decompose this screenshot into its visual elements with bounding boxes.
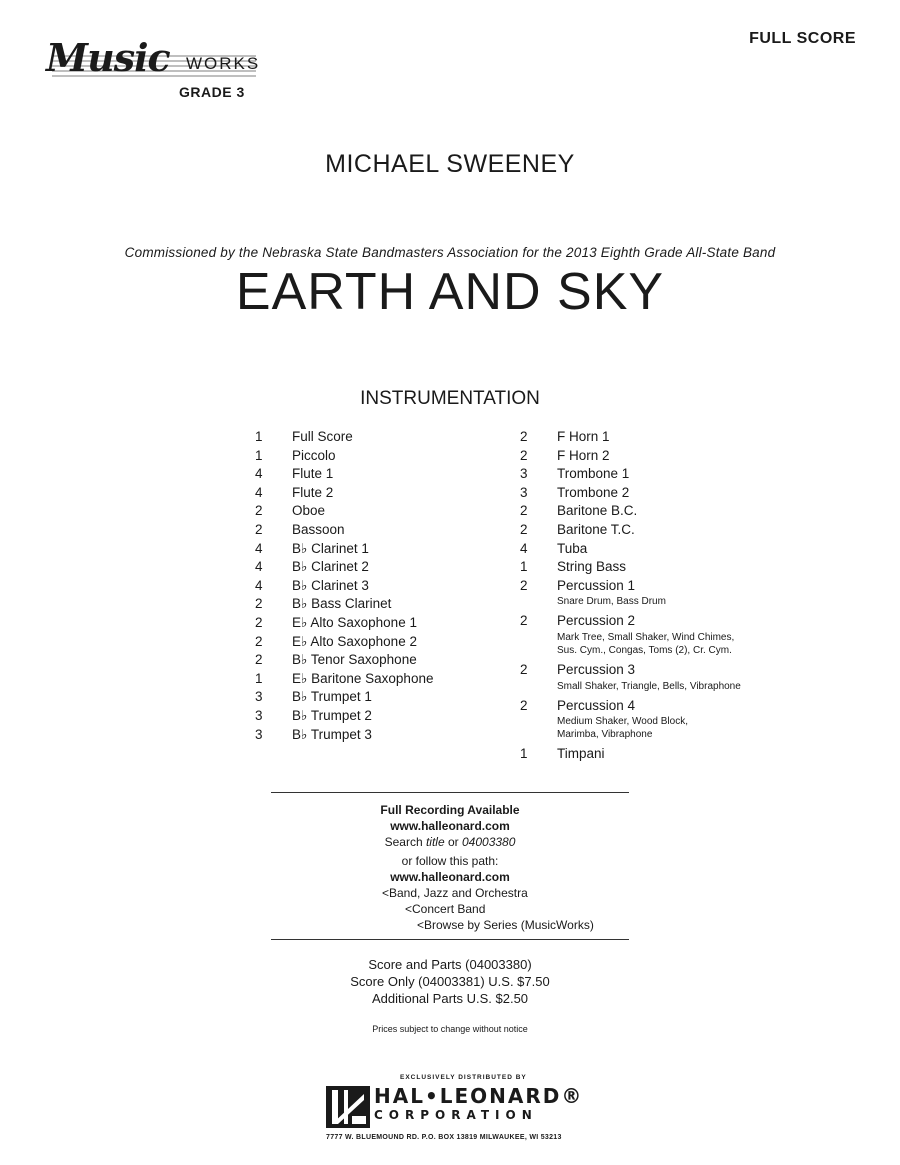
instrument-row bbox=[520, 428, 780, 447]
instrument-row bbox=[255, 484, 505, 503]
instrument-name: Baritone B.C. bbox=[557, 503, 638, 519]
instrument-row bbox=[520, 697, 780, 742]
instrument-name: Oboe bbox=[292, 503, 326, 519]
instrument-name: B♭ Trumpet 1 bbox=[292, 689, 372, 705]
instrument-name: Timpani bbox=[557, 746, 605, 762]
instrument-quantity: 2 bbox=[255, 521, 263, 537]
instrument-quantity: 3 bbox=[520, 466, 528, 482]
follow-path-label: or follow this path: bbox=[401, 854, 499, 868]
price-line-1: Score and Parts (04003380) bbox=[368, 957, 532, 972]
instrument-name: B♭ Trumpet 2 bbox=[292, 707, 372, 723]
instrument-quantity: 2 bbox=[520, 429, 528, 444]
commission-note: Commissioned by the Nebraska State Bandmasters Association for the 2013 Eighth Grade All-State Band bbox=[124, 245, 776, 260]
recording-url[interactable]: www.halleonard.com bbox=[390, 819, 510, 833]
path-url[interactable]: www.halleonard.com bbox=[390, 870, 510, 884]
instrument-name-cell bbox=[292, 707, 505, 726]
instrument-quantity: 4 bbox=[255, 540, 263, 556]
instrument-row bbox=[520, 465, 780, 484]
instrument-name: Percussion 3 bbox=[557, 661, 636, 677]
path-step-1: <Band, Jazz and Orchestra bbox=[382, 886, 528, 900]
instrument-note: Mark Tree, Small Shaker, Wind Chimes, Sus. Cym., Congas, Toms (2), Cr. Cym. bbox=[557, 631, 735, 656]
instrument-note: Medium Shaker, Wood Block, Marimba, Vibraphone bbox=[557, 716, 688, 741]
instrument-quantity: 2 bbox=[255, 503, 263, 519]
instrument-name-cell bbox=[557, 661, 780, 693]
instrument-row bbox=[255, 595, 505, 614]
logo-script-text: Music bbox=[46, 35, 170, 80]
instrument-name: Bassoon bbox=[292, 521, 345, 537]
instrument-quantity: 1 bbox=[255, 447, 263, 463]
instrument-quantity: 2 bbox=[520, 697, 528, 713]
instrument-name: String Bass bbox=[557, 559, 627, 575]
instrument-row bbox=[255, 707, 505, 726]
instrument-name-cell bbox=[557, 447, 780, 466]
instrument-quantity: 3 bbox=[255, 689, 263, 705]
instrument-name: Tuba bbox=[557, 540, 588, 556]
instrument-name: Flute 2 bbox=[292, 484, 334, 500]
path-step-2: <Concert Band bbox=[405, 902, 486, 916]
instrument-name-cell bbox=[557, 577, 780, 609]
instrument-quantity: 2 bbox=[520, 521, 528, 537]
instrument-quantity: 4 bbox=[255, 484, 263, 500]
instrument-name-cell bbox=[557, 612, 780, 657]
instrument-name-cell bbox=[557, 558, 780, 577]
piece-title: EARTH AND SKY bbox=[235, 263, 665, 321]
instrument-name: B♭ Tenor Saxophone bbox=[292, 652, 417, 668]
instrument-name-cell bbox=[557, 521, 780, 540]
instrument-row bbox=[255, 502, 505, 521]
instrument-name-cell bbox=[292, 540, 505, 559]
instrument-name: Full Score bbox=[292, 429, 353, 444]
instrument-quantity: 2 bbox=[520, 447, 528, 463]
instrument-quantity: 3 bbox=[255, 726, 263, 742]
path-step-3: <Browse by Series (MusicWorks) bbox=[417, 918, 594, 932]
divider-top bbox=[271, 792, 629, 793]
instrument-name-cell bbox=[557, 465, 780, 484]
distributed-label: EXCLUSIVELY DISTRIBUTED BY bbox=[400, 1074, 527, 1081]
instrument-name: Trombone 2 bbox=[557, 484, 630, 500]
instrument-quantity: 4 bbox=[255, 466, 263, 482]
instrument-name: Percussion 1 bbox=[557, 577, 636, 593]
instrument-name: E♭ Baritone Saxophone bbox=[292, 670, 434, 686]
instrument-row bbox=[255, 428, 505, 447]
instrument-name: Trombone 1 bbox=[557, 466, 630, 482]
instrument-row bbox=[520, 745, 780, 764]
instrument-name-cell bbox=[292, 428, 505, 447]
instrument-row bbox=[255, 558, 505, 577]
instrument-name-cell bbox=[557, 697, 780, 742]
search-instruction: Search title or 04003380 bbox=[384, 835, 516, 849]
instrument-name: Baritone T.C. bbox=[557, 521, 635, 537]
instrument-name-cell bbox=[292, 521, 505, 540]
instrument-name: Percussion 4 bbox=[557, 697, 636, 713]
instrument-name: B♭ Clarinet 1 bbox=[292, 540, 369, 556]
instrument-name: B♭ Bass Clarinet bbox=[292, 596, 392, 612]
instrument-quantity: 1 bbox=[255, 670, 263, 686]
instrument-name: Piccolo bbox=[292, 447, 336, 463]
instrument-name-cell bbox=[557, 428, 780, 447]
instrument-row bbox=[255, 688, 505, 707]
price-line-2: Score Only (04003381) U.S. $7.50 bbox=[350, 974, 550, 989]
instrument-quantity: 3 bbox=[255, 707, 263, 723]
instrument-note: Small Shaker, Triangle, Bells, Vibraphone bbox=[557, 680, 741, 692]
instrument-quantity: 2 bbox=[255, 652, 263, 668]
musicworks-logo bbox=[46, 28, 261, 108]
instrument-quantity: 4 bbox=[255, 559, 263, 575]
instrument-name-cell bbox=[292, 726, 505, 745]
instrument-row bbox=[255, 633, 505, 652]
instrument-row bbox=[520, 612, 780, 657]
instrument-quantity: 2 bbox=[255, 596, 263, 612]
instrument-row bbox=[520, 540, 780, 559]
instrument-row bbox=[520, 502, 780, 521]
instrument-name-cell bbox=[557, 484, 780, 503]
instrument-row bbox=[255, 726, 505, 745]
instrument-quantity: 2 bbox=[255, 633, 263, 649]
instrument-name-cell bbox=[292, 558, 505, 577]
instrument-name-cell bbox=[292, 502, 505, 521]
composer-name: MICHAEL SWEENEY bbox=[325, 150, 575, 178]
instrument-name: B♭ Clarinet 2 bbox=[292, 559, 369, 575]
instrument-row bbox=[255, 670, 505, 689]
grade-label: GRADE 3 bbox=[179, 84, 245, 100]
instrument-name-cell bbox=[292, 633, 505, 652]
instrument-quantity: 4 bbox=[520, 540, 528, 556]
instrument-row bbox=[520, 661, 780, 693]
publisher-logo bbox=[322, 1074, 584, 1154]
recording-heading: Full Recording Available bbox=[380, 803, 520, 817]
instrument-name: B♭ Clarinet 3 bbox=[292, 577, 369, 593]
instrument-row bbox=[255, 521, 505, 540]
instrument-row bbox=[520, 447, 780, 466]
divider-bottom bbox=[271, 939, 629, 940]
instrument-row bbox=[255, 540, 505, 559]
instrument-row bbox=[255, 447, 505, 466]
instrument-quantity: 1 bbox=[255, 429, 263, 444]
instrument-list-right bbox=[520, 428, 780, 764]
instrument-row bbox=[255, 465, 505, 484]
price-notice: Prices subject to change without notice bbox=[372, 1024, 528, 1034]
publisher-corporation: CORPORATION bbox=[374, 1108, 538, 1122]
instrument-list-left bbox=[255, 428, 505, 744]
instrument-name-cell bbox=[292, 447, 505, 466]
instrument-quantity: 2 bbox=[255, 614, 263, 630]
instrument-name-cell bbox=[292, 577, 505, 596]
instrument-name: E♭ Alto Saxophone 1 bbox=[292, 614, 417, 630]
instrument-name-cell bbox=[557, 540, 780, 559]
instrument-row bbox=[255, 577, 505, 596]
instrument-name: F Horn 1 bbox=[557, 429, 610, 444]
publisher-address: 7777 W. BLUEMOUND RD. P.O. BOX 13819 MILWAUKEE, WI 53213 bbox=[326, 1134, 562, 1141]
instrument-name-cell bbox=[292, 465, 505, 484]
instrument-name-cell bbox=[292, 484, 505, 503]
instrument-name-cell bbox=[557, 745, 780, 764]
instrument-quantity: 3 bbox=[520, 484, 528, 500]
instrument-name: Percussion 2 bbox=[557, 613, 636, 629]
instrument-name: B♭ Trumpet 3 bbox=[292, 726, 372, 742]
instrument-quantity: 1 bbox=[520, 746, 528, 762]
instrument-row bbox=[520, 558, 780, 577]
instrument-name-cell bbox=[292, 614, 505, 633]
instrument-row bbox=[520, 577, 780, 609]
instrument-quantity: 4 bbox=[255, 577, 263, 593]
instrument-quantity: 1 bbox=[520, 559, 528, 575]
publisher-name: HAL•LEONARD® bbox=[374, 1084, 584, 1108]
price-info bbox=[0, 956, 900, 1007]
instrument-row bbox=[520, 484, 780, 503]
instrument-name-cell bbox=[557, 502, 780, 521]
instrument-name: Flute 1 bbox=[292, 466, 334, 482]
instrument-quantity: 2 bbox=[520, 613, 528, 629]
logo-works-text: WORKS bbox=[186, 54, 261, 73]
instrument-quantity: 2 bbox=[520, 577, 528, 593]
instrument-name: F Horn 2 bbox=[557, 447, 610, 463]
instrument-name-cell bbox=[292, 670, 505, 689]
instrument-note: Snare Drum, Bass Drum bbox=[557, 596, 666, 608]
score-type-label: FULL SCORE bbox=[749, 30, 856, 47]
instrument-quantity: 2 bbox=[520, 661, 528, 677]
instrumentation-heading: INSTRUMENTATION bbox=[360, 388, 540, 409]
instrument-name-cell bbox=[292, 688, 505, 707]
instrument-name: E♭ Alto Saxophone 2 bbox=[292, 633, 417, 649]
recording-info bbox=[0, 802, 900, 933]
instrument-name-cell bbox=[292, 651, 505, 670]
instrument-quantity: 2 bbox=[520, 503, 528, 519]
hal-leonard-mark-icon bbox=[326, 1086, 370, 1128]
instrument-row bbox=[520, 521, 780, 540]
price-line-3: Additional Parts U.S. $2.50 bbox=[371, 991, 529, 1006]
instrument-name-cell bbox=[292, 595, 505, 614]
instrument-row bbox=[255, 614, 505, 633]
instrument-row bbox=[255, 651, 505, 670]
